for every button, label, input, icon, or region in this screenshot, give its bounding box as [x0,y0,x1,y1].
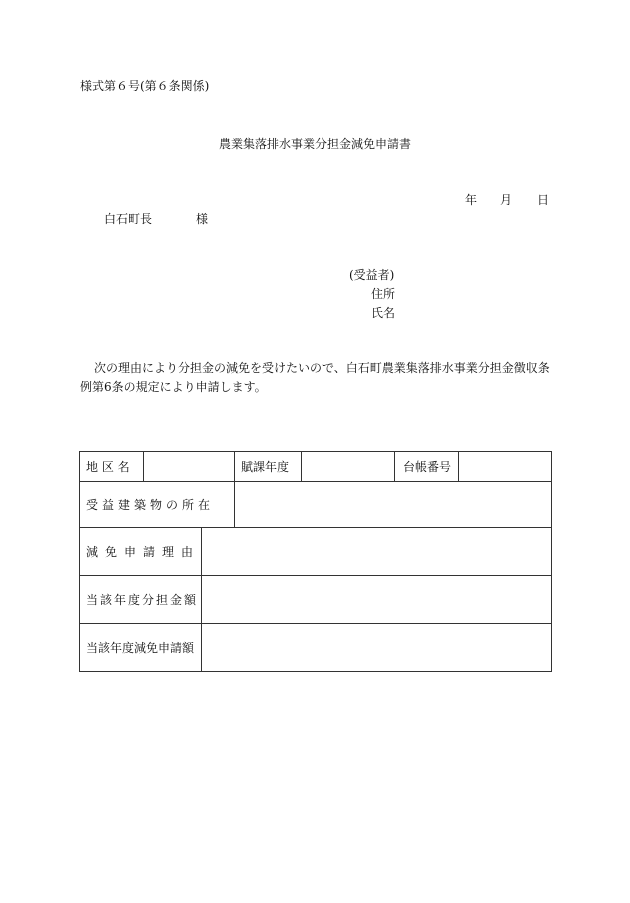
reduction-amount-label: 当該年度減免申請額 [80,624,202,672]
building-location-label: 受益建築物の所在 [80,482,235,528]
reduction-amount-value-cell[interactable] [202,624,552,672]
date-year-label: 年 [465,193,478,207]
table-row [80,624,552,672]
address-label: 住所 [371,287,396,301]
levy-year-value-cell[interactable] [302,452,395,482]
date-day-label: 日 [537,193,550,207]
ledger-number-label: 台帳番号 [395,452,459,482]
building-location-value-cell[interactable] [235,482,552,528]
form-number: 様式第６号(第６条関係) [80,79,210,93]
addressee-name: 白石町長 [104,212,153,226]
name-label: 氏名 [371,306,396,320]
district-label: 地 区 名 [80,452,144,482]
ledger-number-value-cell[interactable] [459,452,552,482]
levy-year-label: 賦課年度 [235,452,302,482]
document-title: 農業集落排水事業分担金減免申請書 [219,137,412,151]
table-row [80,576,552,624]
table-row [80,452,552,482]
addressee-honorific: 様 [196,212,209,226]
current-amount-value-cell[interactable] [202,576,552,624]
reduction-reason-value-cell[interactable] [202,528,552,576]
table-row [80,528,552,576]
reduction-reason-label: 減免申請理由 [80,528,202,576]
date-month-label: 月 [500,193,513,207]
applicant-label: (受益者) [349,268,395,282]
application-detail-table [79,451,552,528]
table-row [80,482,552,528]
application-statement: 次の理由により分担金の減免を受けたいので、白石町農業集落排水事業分担金徴収条例第6条の規定により申請します。 [80,361,550,394]
district-value-cell[interactable] [144,452,235,482]
current-amount-label: 当該年度分担金額 [80,576,202,624]
application-detail-table-lower [79,527,552,672]
